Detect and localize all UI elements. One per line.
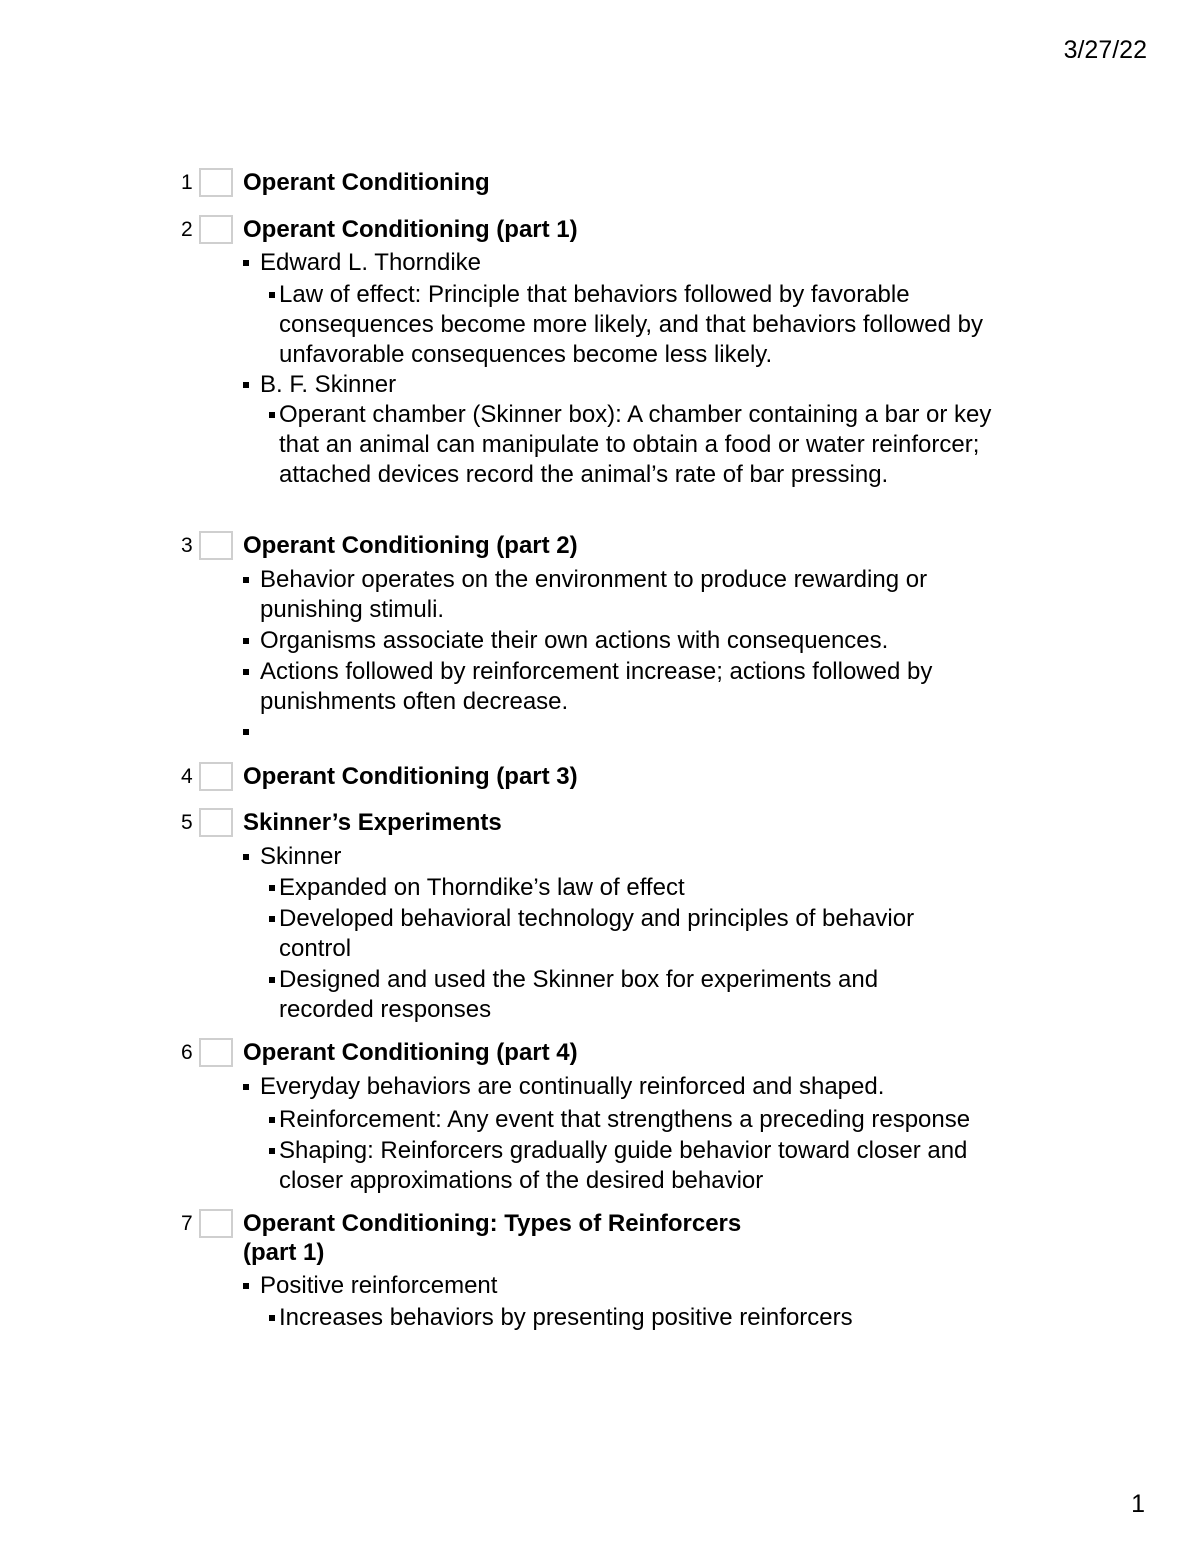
sub-bullet-item — [266, 904, 956, 964]
bullet-marker — [243, 669, 249, 675]
bullet-text: Skinner — [260, 843, 342, 870]
bullet-item — [243, 370, 1003, 400]
slide-number: 2 — [181, 218, 193, 241]
bullet-item — [243, 657, 973, 717]
slide-number: 4 — [181, 765, 193, 788]
bullet-item — [243, 1271, 1003, 1301]
slide-thumbnail[interactable] — [199, 808, 233, 837]
slide-title: Skinner’s Experiments — [243, 809, 502, 836]
bullet-text: Operant chamber (Skinner box): A chamber containing a bar or key that an animal can manipulate to obtain a food or water reinforcer; attached devices record the animal’s rate of bar pressing. — [279, 401, 992, 488]
slide-thumbnail[interactable] — [199, 1038, 233, 1067]
sub-bullet-item — [266, 1136, 1006, 1196]
bullet-text: Designed and used the Skinner box for experiments and recorded responses — [279, 966, 879, 1023]
bullet-marker — [243, 729, 249, 735]
bullet-text: Behavior operates on the environment to produce rewarding or punishing stimuli. — [260, 566, 928, 623]
bullet-item — [243, 565, 963, 625]
slide-title: Operant Conditioning (part 1) — [243, 216, 578, 243]
bullet-text: Shaping: Reinforcers gradually guide behavior toward closer and closer approximations of the desired behavior — [279, 1137, 968, 1194]
bullet-marker — [243, 638, 249, 644]
slide-number: 3 — [181, 534, 193, 557]
sub-bullet-item — [266, 400, 1006, 490]
bullet-text: Organisms associate their own actions with consequences. — [260, 627, 889, 654]
bullet-marker — [269, 1148, 275, 1154]
sub-bullet-item — [266, 1303, 1006, 1333]
bullet-text: B. F. Skinner — [260, 371, 397, 398]
slide-title: Operant Conditioning (part 4) — [243, 1039, 578, 1066]
sub-bullet-item — [266, 873, 1006, 903]
bullet-marker — [269, 412, 275, 418]
bullet-marker — [269, 292, 275, 298]
date-header: 3/27/22 — [1063, 36, 1147, 64]
slide-number: 5 — [181, 811, 193, 834]
bullet-marker — [269, 977, 275, 983]
bullet-marker — [243, 1283, 249, 1289]
bullet-text: Law of effect: Principle that behaviors followed by favorable consequences become more likely, and that behaviors followed by unfavorable consequences become less likely. — [279, 281, 983, 368]
bullet-marker — [243, 577, 249, 583]
bullet-marker — [243, 260, 249, 266]
slide-title: Operant Conditioning (part 2) — [243, 532, 578, 559]
slide-thumbnail[interactable] — [199, 762, 233, 791]
bullet-text: Increases behaviors by presenting positive reinforcers — [279, 1304, 853, 1331]
page-number: 1 — [1131, 1490, 1145, 1518]
bullet-marker — [269, 916, 275, 922]
sub-bullet-item — [266, 965, 926, 1025]
slide-number: 6 — [181, 1041, 193, 1064]
bullet-text: Positive reinforcement — [260, 1272, 498, 1299]
slide-number: 1 — [181, 171, 193, 194]
bullet-text: Developed behavioral technology and principles of behavior control — [279, 905, 915, 962]
slide-thumbnail[interactable] — [199, 215, 233, 244]
bullet-item — [243, 626, 1003, 656]
bullet-marker — [243, 854, 249, 860]
bullet-marker — [243, 1084, 249, 1090]
bullet-marker — [269, 1315, 275, 1321]
bullet-item — [243, 842, 1003, 872]
bullet-item — [243, 1072, 1003, 1102]
bullet-marker — [269, 885, 275, 891]
slide-number: 7 — [181, 1212, 193, 1235]
bullet-text: Expanded on Thorndike’s law of effect — [279, 874, 685, 901]
slide-thumbnail[interactable] — [199, 531, 233, 560]
sub-bullet-item — [266, 280, 1006, 370]
bullet-marker — [269, 1117, 275, 1123]
bullet-text: Actions followed by reinforcement increase; actions followed by punishments often decrease. — [260, 658, 933, 715]
bullet-text: Everyday behaviors are continually reinforced and shaped. — [260, 1073, 885, 1100]
slide-title: Operant Conditioning — [243, 169, 490, 196]
bullet-item — [243, 248, 1003, 278]
slide-title: Operant Conditioning: Types of Reinforcers (part 1) — [243, 1210, 742, 1266]
bullet-marker — [243, 382, 249, 388]
slide-thumbnail[interactable] — [199, 1209, 233, 1238]
slide-title: Operant Conditioning (part 3) — [243, 763, 578, 790]
bullet-text: Reinforcement: Any event that strengthens a preceding response — [279, 1106, 971, 1133]
slide-thumbnail[interactable] — [199, 168, 233, 197]
sub-bullet-item — [266, 1105, 1006, 1135]
bullet-text: Edward L. Thorndike — [260, 249, 482, 276]
